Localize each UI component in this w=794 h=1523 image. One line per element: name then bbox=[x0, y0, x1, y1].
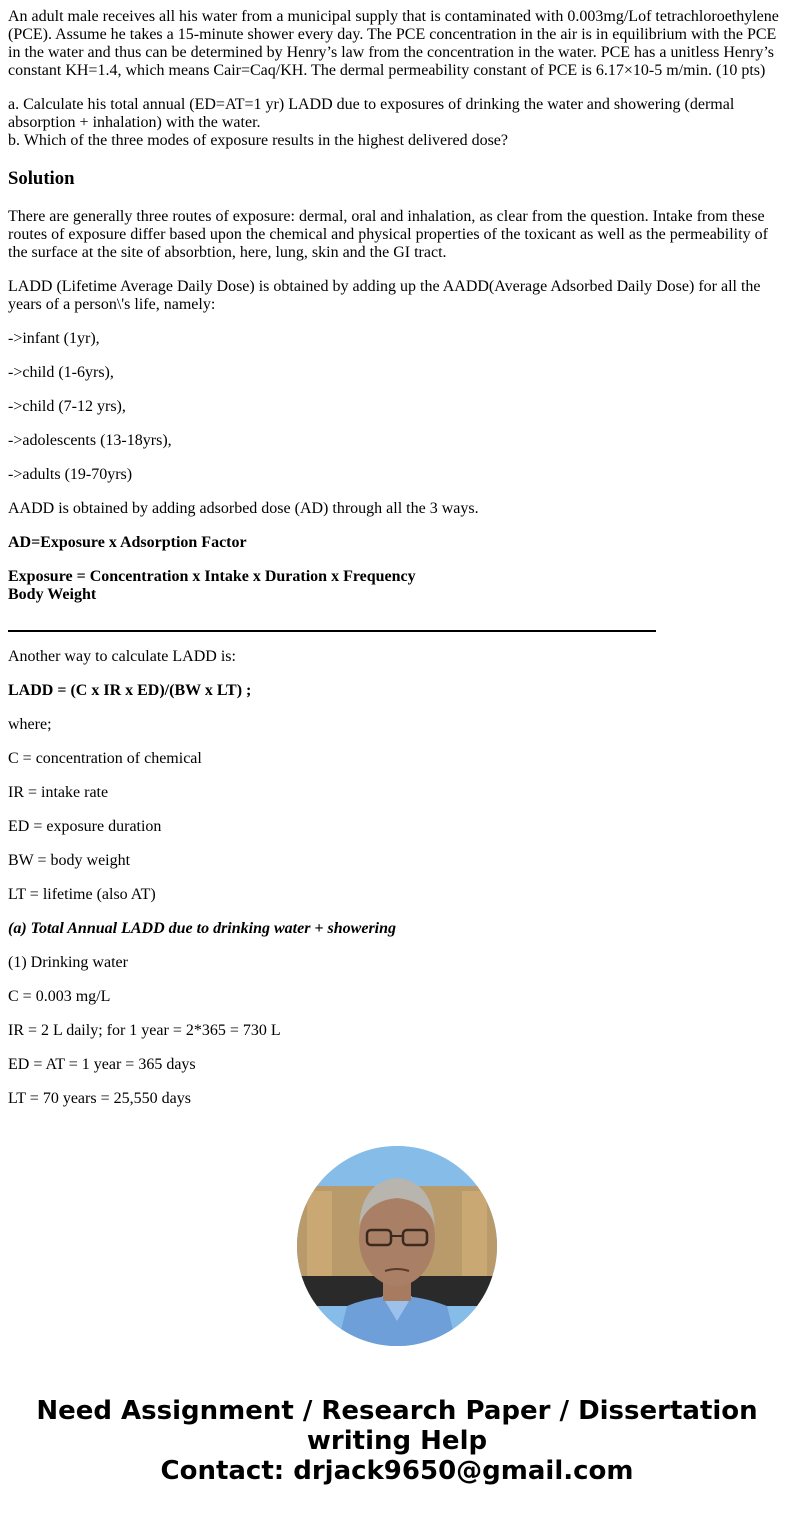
drinking-value: C = 0.003 mg/L bbox=[8, 988, 111, 1005]
routes-paragraph: There are generally three routes of exposure: dermal, oral and inhalation, as clear from the question. Intake from these routes of exposure differ based upon the chemical and physical properties of the toxicant as well as the permeability of the surface at the site of absorbtion, here, lung, skin and the GI tract. bbox=[8, 208, 768, 261]
ad-formula: AD=Exposure x Adsorption Factor bbox=[8, 534, 247, 551]
promo-banner bbox=[0, 1396, 794, 1506]
age-group-item: ->adults (19-70yrs) bbox=[8, 466, 133, 483]
author-avatar-container bbox=[0, 1146, 794, 1346]
definition-item: BW = body weight bbox=[8, 852, 131, 869]
age-group-item: ->child (1-6yrs), bbox=[8, 364, 114, 381]
definition-item: ED = exposure duration bbox=[8, 818, 162, 835]
question-part-a: a. Calculate his total annual (ED=AT=1 yr) LADD due to exposures of drinking the water and showering (dermal absorption + inhalation) with the water. bbox=[8, 96, 735, 131]
where-text: where; bbox=[8, 716, 52, 733]
drinking-heading: (1) Drinking water bbox=[8, 954, 128, 971]
exposure-numerator: Exposure = Concentration x Intake x Duration x Frequency bbox=[8, 568, 416, 585]
exposure-formula bbox=[8, 568, 786, 604]
author-avatar bbox=[297, 1146, 497, 1346]
definition-item: C = concentration of chemical bbox=[8, 750, 202, 767]
person-portrait-icon bbox=[297, 1146, 497, 1346]
definition-item: LT = lifetime (also AT) bbox=[8, 886, 156, 903]
question-part-b: b. Which of the three modes of exposure results in the highest delivered dose? bbox=[8, 132, 509, 149]
drinking-value: LT = 70 years = 25,550 days bbox=[8, 1090, 191, 1107]
aadd-paragraph: AADD is obtained by adding adsorbed dose (AD) through all the 3 ways. bbox=[8, 500, 479, 517]
age-group-item: ->infant (1yr), bbox=[8, 330, 100, 347]
solution-heading: Solution bbox=[8, 168, 75, 189]
drinking-value: IR = 2 L daily; for 1 year = 2*365 = 730 L bbox=[8, 1022, 281, 1039]
age-group-item: ->adolescents (13-18yrs), bbox=[8, 432, 172, 449]
divider bbox=[8, 630, 656, 632]
question-intro: An adult male receives all his water from a municipal supply that is contaminated with 0.003mg/Lof tetrachloroethylene (PCE). Assume he takes a 15-minute shower every day. The PCE concentration in the air is in equilibrium with the PCE in the water and thus can be determined by Henry’s law from the concentration in the water. PCE has a unitless Henry’s constant KH=1.4, which means Cair=Caq/KH. The dermal permeability constant of PCE is 6.17×10-5 m/min. (10 pts) bbox=[8, 8, 779, 79]
definition-item: IR = intake rate bbox=[8, 784, 109, 801]
exposure-denominator: Body Weight bbox=[8, 586, 97, 603]
age-group-item: ->child (7-12 yrs), bbox=[8, 398, 126, 415]
promo-line-contact: Contact: drjack9650@gmail.com bbox=[160, 1456, 634, 1486]
part-a-heading: (a) Total Annual LADD due to drinking water + showering bbox=[8, 920, 397, 937]
drinking-value: ED = AT = 1 year = 365 days bbox=[8, 1056, 196, 1073]
ladd-formula: LADD = (C x IR x ED)/(BW x LT) ; bbox=[8, 682, 252, 699]
ladd-paragraph: LADD (Lifetime Average Daily Dose) is obtained by adding up the AADD(Average Adsorbed Daily Dose) for all the years of a person\'s life, namely: bbox=[8, 278, 761, 313]
promo-line-help: Need Assignment / Research Paper / Dissertation writing Help bbox=[36, 1396, 758, 1456]
question-parts bbox=[8, 96, 786, 150]
another-way-text: Another way to calculate LADD is: bbox=[8, 648, 236, 665]
